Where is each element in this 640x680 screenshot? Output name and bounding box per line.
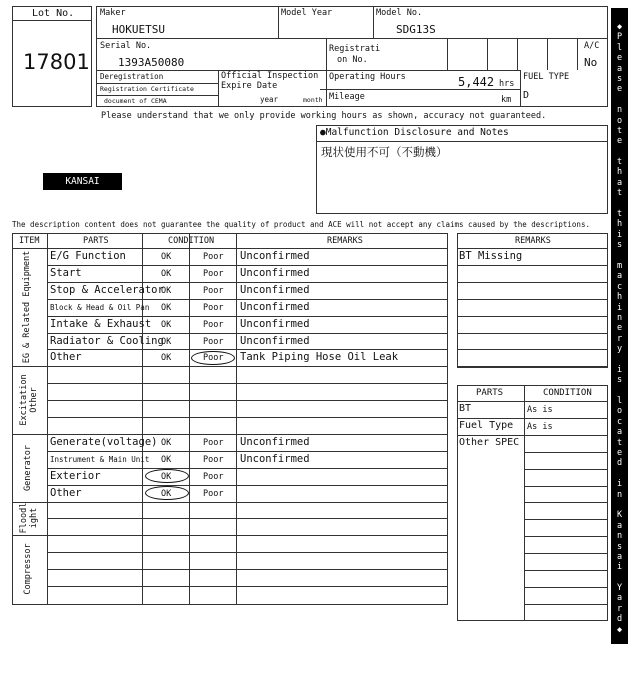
section-generator: Generator — [22, 444, 33, 491]
part-label: Other — [50, 486, 82, 499]
km-unit: km — [501, 95, 512, 105]
side-note-char: l — [616, 42, 623, 53]
inspection-label-1: Official Inspection — [221, 71, 319, 81]
side-note-char: ◆ — [616, 624, 623, 635]
side-note-char: a — [616, 427, 623, 438]
section-floodlight: Floodl ight — [18, 503, 39, 534]
side-note-char: h — [616, 292, 623, 303]
parts-header: PARTS — [476, 388, 504, 398]
side-note-char — [611, 199, 628, 209]
part-label: Intake & Exhaust — [50, 317, 152, 330]
right-part-condition: As is — [527, 405, 553, 415]
side-note-char — [611, 500, 628, 510]
section-eg: EG & Related Equipment — [22, 250, 33, 364]
side-note-char: y — [616, 344, 623, 355]
side-note-char: e — [616, 323, 623, 334]
right-part-label: Fuel Type — [459, 419, 514, 431]
side-note-char: h — [616, 219, 623, 230]
lot-number: 17801 — [23, 50, 90, 74]
fuel-type-value: D — [523, 90, 530, 101]
deregistration-label: Deregistration — [100, 72, 164, 81]
side-note-char: r — [616, 333, 623, 344]
side-note-char — [611, 147, 628, 157]
ac-label: A/C — [584, 41, 600, 51]
side-note-char: s — [616, 375, 623, 386]
remark-text: Unconfirmed — [240, 250, 310, 262]
side-note-char: s — [616, 541, 623, 552]
condition-poor: Poor — [203, 268, 224, 279]
condition-poor: Poor — [203, 488, 224, 499]
side-note-char: l — [616, 396, 623, 407]
side-note-char: ◆ — [616, 22, 623, 32]
part-label: E/G Function — [50, 250, 126, 262]
condition-poor: Poor — [203, 336, 224, 347]
right-part-condition: As is — [527, 421, 553, 432]
part-label: Exterior — [50, 469, 101, 482]
inspection-label-2: Expire Date — [221, 81, 278, 91]
side-note — [611, 8, 628, 644]
circle-mark-ok — [145, 486, 189, 500]
maker-value: HOKUETSU — [112, 23, 165, 36]
side-note-char — [611, 469, 628, 479]
side-note-char: P — [616, 32, 623, 43]
condition-header: CONDITION — [543, 388, 592, 398]
side-note-char: c — [616, 416, 623, 427]
operating-hours-value: 5,442 — [458, 75, 495, 89]
remark-text: Unconfirmed — [240, 435, 310, 448]
side-note-char: i — [616, 364, 623, 375]
header-remarks: REMARKS — [327, 236, 363, 246]
registration-label-1: Registrati — [329, 44, 381, 54]
malfunction-title: ●Malfunction Disclosure and Notes — [320, 127, 509, 138]
side-note-char: t — [616, 188, 623, 199]
side-note-char: i — [616, 302, 623, 313]
remark-text: Unconfirmed — [240, 266, 310, 279]
registration-label-2: on No. — [337, 55, 368, 65]
condition-ok: OK — [161, 336, 172, 347]
right-part-label: BT — [459, 403, 472, 414]
malfunction-text: 現状使用不可（不動機） — [321, 145, 448, 159]
side-note-char: a — [616, 63, 623, 74]
mileage-label: Mileage — [329, 92, 365, 102]
part-label: Radiator & Cooling — [50, 334, 164, 347]
side-note-char: i — [616, 479, 623, 490]
part-label: Instrument & Main Unit — [50, 454, 150, 464]
condition-poor: Poor — [203, 319, 224, 330]
section-excitation: Excitation Other — [18, 374, 39, 426]
side-note-char: a — [616, 177, 623, 188]
part-label: Start — [50, 266, 82, 279]
model-year-label: Model Year — [281, 8, 333, 18]
condition-ok: OK — [161, 285, 172, 296]
side-note-char: e — [616, 136, 623, 147]
header-item: ITEM — [19, 236, 40, 246]
condition-ok: OK — [161, 471, 172, 482]
condition-poor: Poor — [203, 454, 224, 465]
right-remark-first: BT Missing — [459, 250, 523, 262]
registration-cert-label: Registration Certificate — [100, 85, 194, 93]
malfunction-box — [316, 125, 608, 214]
side-note-char: a — [616, 520, 623, 531]
condition-poor: Poor — [203, 471, 224, 482]
remark-text: Unconfirmed — [240, 452, 310, 465]
model-no-value: SDG13S — [396, 23, 436, 36]
side-note-char: n — [616, 531, 623, 542]
right-part-label: Other SPEC — [459, 436, 520, 448]
side-note-char: d — [616, 614, 623, 625]
condition-ok: OK — [161, 252, 172, 262]
side-note-char: o — [616, 406, 623, 417]
side-note-char: r — [616, 603, 623, 614]
side-note-char: t — [616, 157, 623, 168]
location-badge: KANSAI — [43, 173, 122, 190]
circle-mark-poor — [191, 351, 235, 365]
ac-value: No — [584, 56, 598, 69]
side-note-char: e — [616, 53, 623, 64]
part-label: Block & Head & Oil Pan — [50, 302, 150, 312]
cema-label: document of CEMA — [104, 97, 167, 105]
condition-poor: Poor — [203, 285, 224, 296]
condition-ok: OK — [161, 268, 172, 279]
disclaimer: The description content does not guarantee the quality of product and ACE will not accept any claims caused by the descriptions. — [12, 220, 590, 229]
condition-ok: OK — [161, 319, 172, 330]
operating-hours-label: Operating Hours — [329, 72, 406, 82]
remark-text: Unconfirmed — [240, 334, 310, 347]
side-note-char: n — [616, 489, 623, 500]
side-note-char: i — [616, 229, 623, 240]
side-note-char: e — [616, 448, 623, 459]
year-label: year — [260, 95, 279, 104]
remark-text: Unconfirmed — [240, 300, 310, 313]
header-condition: CONDITION — [168, 236, 215, 246]
side-note-text — [611, 8, 628, 635]
side-note-char: e — [616, 84, 623, 95]
part-label: Generate(voltage) — [50, 435, 158, 448]
month-label: month — [303, 96, 323, 104]
right-remarks-header: REMARKS — [515, 236, 551, 246]
side-note-char: K — [616, 510, 623, 521]
condition-poor: Poor — [203, 437, 224, 448]
side-note-char: s — [616, 240, 623, 251]
side-note-char — [611, 355, 628, 365]
model-no-label: Model No. — [376, 8, 423, 18]
header-parts: PARTS — [83, 236, 109, 246]
side-note-char: a — [616, 551, 623, 562]
side-note-char: m — [616, 260, 623, 271]
remark-text: Unconfirmed — [240, 283, 310, 296]
condition-ok: OK — [161, 454, 172, 465]
condition-ok: OK — [161, 488, 172, 499]
part-label: Other — [50, 351, 82, 364]
side-note-char — [611, 573, 628, 583]
side-note-char — [611, 386, 628, 396]
condition-ok: OK — [161, 353, 172, 364]
fuel-type-label: FUEL TYPE — [523, 72, 570, 82]
section-compressor: Compressor — [22, 543, 33, 595]
condition-poor: Poor — [203, 353, 224, 364]
side-note-char: o — [616, 115, 623, 126]
side-note-char: c — [616, 281, 623, 292]
serial-value: 1393A50080 — [118, 56, 185, 69]
condition-ok: OK — [161, 302, 172, 313]
condition-poor: Poor — [203, 252, 224, 262]
side-note-char: a — [616, 593, 623, 604]
side-note-char: t — [616, 209, 623, 220]
side-note-char — [611, 95, 628, 105]
side-note-char: d — [616, 458, 623, 469]
side-note-char: i — [616, 562, 623, 573]
side-note-char: h — [616, 167, 623, 178]
hrs-unit: hrs — [499, 79, 515, 89]
side-note-char: n — [616, 312, 623, 323]
side-note-char: t — [616, 437, 623, 448]
side-note-char: Y — [616, 583, 623, 594]
hours-notice: Please understand that we only provide working hours as shown, accuracy not guaranteed. — [101, 111, 547, 121]
side-note-char: n — [616, 105, 623, 116]
condition-poor: Poor — [203, 302, 224, 313]
lot-label: Lot No. — [32, 8, 75, 19]
side-note-char: a — [616, 271, 623, 282]
maker-label: Maker — [100, 8, 126, 18]
side-note-char: t — [616, 125, 623, 136]
side-note-char — [611, 251, 628, 261]
side-note-char: s — [616, 73, 623, 84]
remark-text: Tank Piping Hose Oil Leak — [240, 351, 399, 364]
serial-label: Serial No. — [100, 41, 152, 51]
condition-ok: OK — [161, 437, 172, 448]
part-label: Stop & Accelerator — [50, 283, 164, 296]
remark-text: Unconfirmed — [240, 317, 310, 330]
